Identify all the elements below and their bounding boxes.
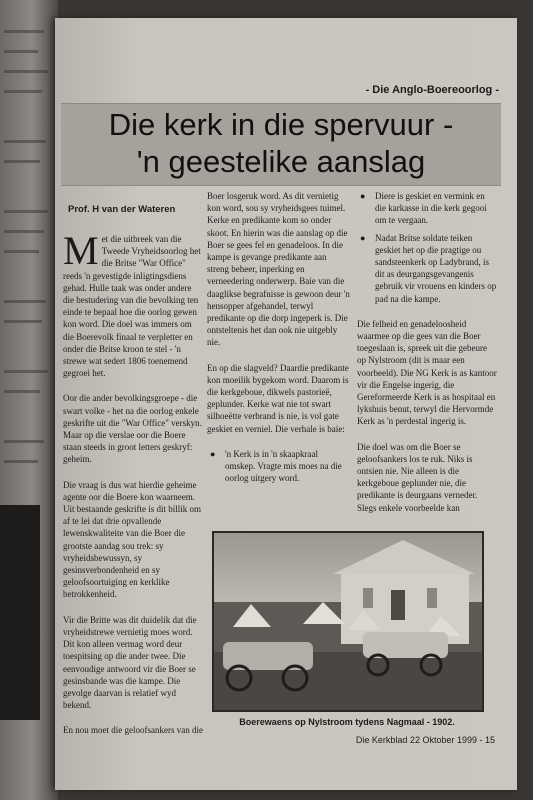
paragraph: Vir die Britte was dit duidelik dat die vryheidstrewe vernietig moes word. Dit kon alleen vermag word deur toespitsing op die ander twee. Die eenvoudige antwoord vir die Boer se gesinsbande was die kampe. Die gevolge daarvan is relatief wyd bekend. bbox=[63, 614, 197, 711]
title-line-1: Die kerk in die spervuur - bbox=[108, 107, 454, 142]
magazine-page bbox=[55, 18, 517, 790]
bullet-item: ● Diere is geskiet en vermink en die karkasse in die kerk gegooi om te vergaan. bbox=[360, 191, 487, 226]
previous-page-edge bbox=[0, 0, 58, 800]
bullet-icon: ● bbox=[360, 191, 366, 201]
section-label: - Die Anglo-Boereoorlog - bbox=[365, 84, 499, 96]
paragraph: Met die uitbreek van die Tweede Vryheidsoorlog het die Britse "War Office" reeds 'n gevestigde inligtingsdiens gehad. Hulle taak was onder andere die bestudering van die bevolking ten einde te bepaal hoe die oorlog gewen kon word. Die doel was immers om die Boerevolk finaal te verpletter en onder die Britse kroon te stel - 'n strewe wat sedert 1806 toenemend gegroei het. bbox=[63, 228, 201, 379]
title-band bbox=[61, 103, 501, 186]
column-2 bbox=[207, 190, 350, 489]
author-byline: Prof. H van der Wateren bbox=[68, 204, 176, 215]
paragraph: Boer losgeruk word. As dit vernietig kon word, sou sy vryheidsgees tuimel. Kerke en predikante kom so onder skoot. En hierin was die aanslag op die Boer se gees fel en genadeloos. In die kampe is gevange predikante aan streng beheer, inperking en verneedering onderwerp. Baie van die daaglikse begrafnisse is gewoon deur 'n hensopper afgehandel, terwyl predikante op die dorp ingeperk is. Die ontsteltenis het dan ook nie uitgebly nie. bbox=[207, 191, 350, 348]
paragraph: Die doel was om die Boer se geloofsankers los te ruk. Niks is ontsien nie. Nie alleen is die kerkgeboue geplunder nie, die predikante is deurgaans verneder. Slegs enkele voorbeelde kan bbox=[357, 441, 478, 513]
previous-page-photo bbox=[0, 505, 40, 720]
paragraph: Die felheid en genadeloosheid waarmee op die gees van die Boer toegeslaan is, spreek uit die gebeure op Nylstroom (dit is maar een voorbeeld). Die NG Kerk is as kantoor vir die Engelse ingerig, die Gereformeerde Kerk is as hospitaal en lykshuis benut, terwyl die Hervormde Kerk as 'n perdestal ingerig is. bbox=[357, 318, 497, 427]
bullet-item: ● 'n Kerk is in 'n skaapkraal omskep. Vragte mis moes na die oorlog uitgery word. bbox=[210, 448, 342, 484]
column-1 bbox=[63, 228, 203, 750]
title-line-2: 'n geestelike aanslag bbox=[136, 144, 426, 179]
paragraph: En op die slagveld? Daardie predikante kon moeilik bygekom word. Daarom is die kerkgeboue, dikwels pastorieë, geplunder. Kerke wat nie tot swart silhoeëtte verbrand is nie, is vol gate geskiet en verniel. Die verhale is baie: bbox=[207, 362, 349, 434]
bullet-icon: ● bbox=[360, 232, 366, 243]
bullet-item: ● Nadat Britse soldate teiken geskiet het op die pragtige ou sandsteenkerk op Ladybrand, is dit as deurgangsgevangenis gebruik vir vrouens en kinders op pad na die kampe. bbox=[360, 232, 497, 304]
paragraph: Oor die ander bevolkingsgroepe - die swart volke - het na die oorlog enkele geskrifte uit die "War Office" verskyn. Maar op die verslae oor die Boere staan steeds in groot letters geskryf: geheim. bbox=[63, 393, 202, 465]
paragraph: En nou moet die geloofsankers van die bbox=[63, 725, 203, 736]
column-3 bbox=[357, 190, 497, 527]
bullet-icon: ● bbox=[210, 448, 216, 459]
paragraph: Die vraag is dus wat hierdie geheime agente oor die Boere kon waarneem. Uit bestaande geskrifte is dit billik om af te lei dat drie opvallende lewenskwaliteite van die Boer die grootste aandag sou trek: sy vryheidsbewussyn, sy gesinsverbondenheid en sy geloofsoortuiging en kerklike betrokkenheid. bbox=[63, 479, 201, 600]
drop-cap: M bbox=[63, 228, 99, 273]
page-footer: Die Kerkblad 22 Oktober 1999 - 15 bbox=[355, 735, 495, 745]
wagons-church-photo-icon bbox=[213, 532, 483, 711]
historical-photo bbox=[212, 531, 484, 712]
photo-caption: Boerewaens op Nylstroom tydens Nagmaal - 1902. bbox=[239, 717, 455, 727]
